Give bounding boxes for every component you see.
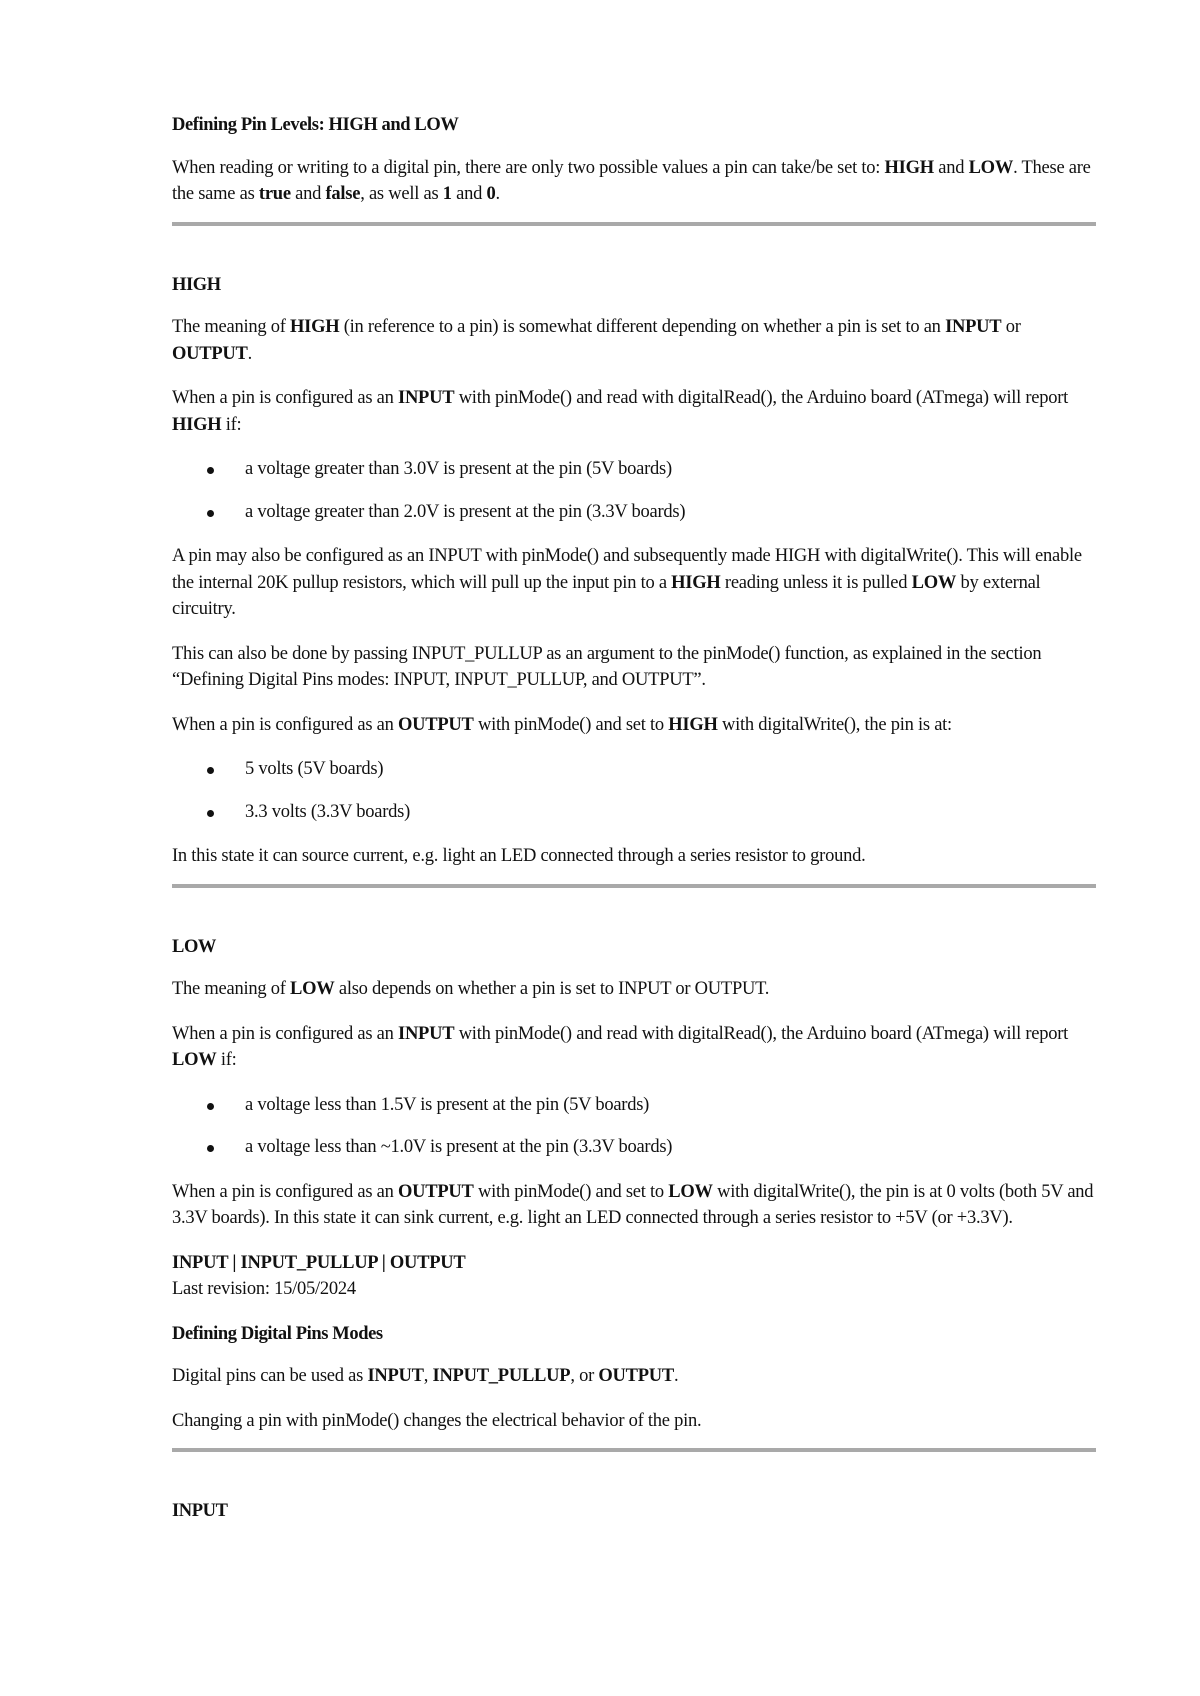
- bullet-icon: [207, 510, 214, 517]
- high-paragraph-6: In this state it can source current, e.g. light an LED connected through a series resistor to ground.: [172, 846, 866, 866]
- high-paragraph-5: When a pin is configured as an OUTPUT with pinMode() and set to HIGH with digitalWrite(), the pin is at:: [172, 714, 952, 735]
- list-item: a voltage less than 1.5V is present at the pin (5V boards): [172, 1092, 1096, 1119]
- horizontal-rule: [172, 884, 1096, 888]
- section-title-high: HIGH: [172, 274, 221, 295]
- low-paragraph-1: The meaning of LOW also depends on whether a pin is set to INPUT or OUTPUT.: [172, 979, 770, 999]
- list-item: 5 volts (5V boards): [172, 756, 1096, 783]
- list-item: a voltage greater than 2.0V is present at the pin (3.3V boards): [172, 499, 1096, 526]
- modes-paragraph-1: Digital pins can be used as INPUT, INPUT_PULLUP, or OUTPUT.: [172, 1366, 679, 1386]
- last-revision: Last revision: 15/05/2024: [172, 1279, 356, 1299]
- bullet-icon: [207, 767, 214, 774]
- low-paragraph-3: When a pin is configured as an OUTPUT with pinMode() and set to LOW with digitalWrite(), the pin is at 0 volts (both 5V and 3.3V boards). In this state it can sink current, e.g. light an LED connected through a series resistor to +5V (or +3.3V).: [172, 1181, 1094, 1228]
- modes-header-title: INPUT | INPUT_PULLUP | OUTPUT: [172, 1252, 466, 1273]
- document-page: [172, 112, 1096, 1541]
- pin-levels-intro: When reading or writing to a digital pin, there are only two possible values a pin can take/be set to: HIGH and LOW. These are the same as true and false, as well as 1 and 0.: [172, 157, 1091, 204]
- modes-paragraph-2: Changing a pin with pinMode() changes the electrical behavior of the pin.: [172, 1410, 702, 1431]
- section-title-digital-pins-modes: Defining Digital Pins Modes: [172, 1323, 383, 1344]
- low-input-bullets: [172, 1092, 1096, 1161]
- high-paragraph-4: This can also be done by passing INPUT_PULLUP as an argument to the pinMode() function, as explained in the section “Defining Digital Pins modes: INPUT, INPUT_PULLUP, and OUTPUT”.: [172, 643, 1042, 690]
- high-input-bullets: [172, 456, 1096, 525]
- list-item: 3.3 volts (3.3V boards): [172, 799, 1096, 826]
- horizontal-rule: [172, 1448, 1096, 1452]
- bullet-icon: [207, 1103, 214, 1110]
- bullet-icon: [207, 467, 214, 474]
- high-paragraph-3: A pin may also be configured as an INPUT with pinMode() and subsequently made HIGH with digitalWrite(). This will enable the internal 20K pullup resistors, which will pull up the input pin to a HIGH reading unless it is pulled LOW by external circuitry.: [172, 546, 1082, 619]
- horizontal-rule: [172, 222, 1096, 226]
- high-output-bullets: [172, 756, 1096, 825]
- low-paragraph-2: When a pin is configured as an INPUT with pinMode() and read with digitalRead(), the Arduino board (ATmega) will report LOW if:: [172, 1023, 1069, 1070]
- bullet-icon: [207, 810, 214, 817]
- section-title-low: LOW: [172, 936, 217, 957]
- high-paragraph-2: When a pin is configured as an INPUT with pinMode() and read with digitalRead(), the Arduino board (ATmega) will report HIGH if:: [172, 388, 1069, 435]
- list-item: a voltage greater than 3.0V is present at the pin (5V boards): [172, 456, 1096, 483]
- list-item: a voltage less than ~1.0V is present at the pin (3.3V boards): [172, 1134, 1096, 1161]
- high-paragraph-1: The meaning of HIGH (in reference to a pin) is somewhat different depending on whether a pin is set to an INPUT or OUTPUT.: [172, 317, 1021, 364]
- section-title-pin-levels: Defining Pin Levels: HIGH and LOW: [172, 115, 459, 135]
- section-title-input: INPUT: [172, 1501, 228, 1521]
- bullet-icon: [207, 1145, 214, 1152]
